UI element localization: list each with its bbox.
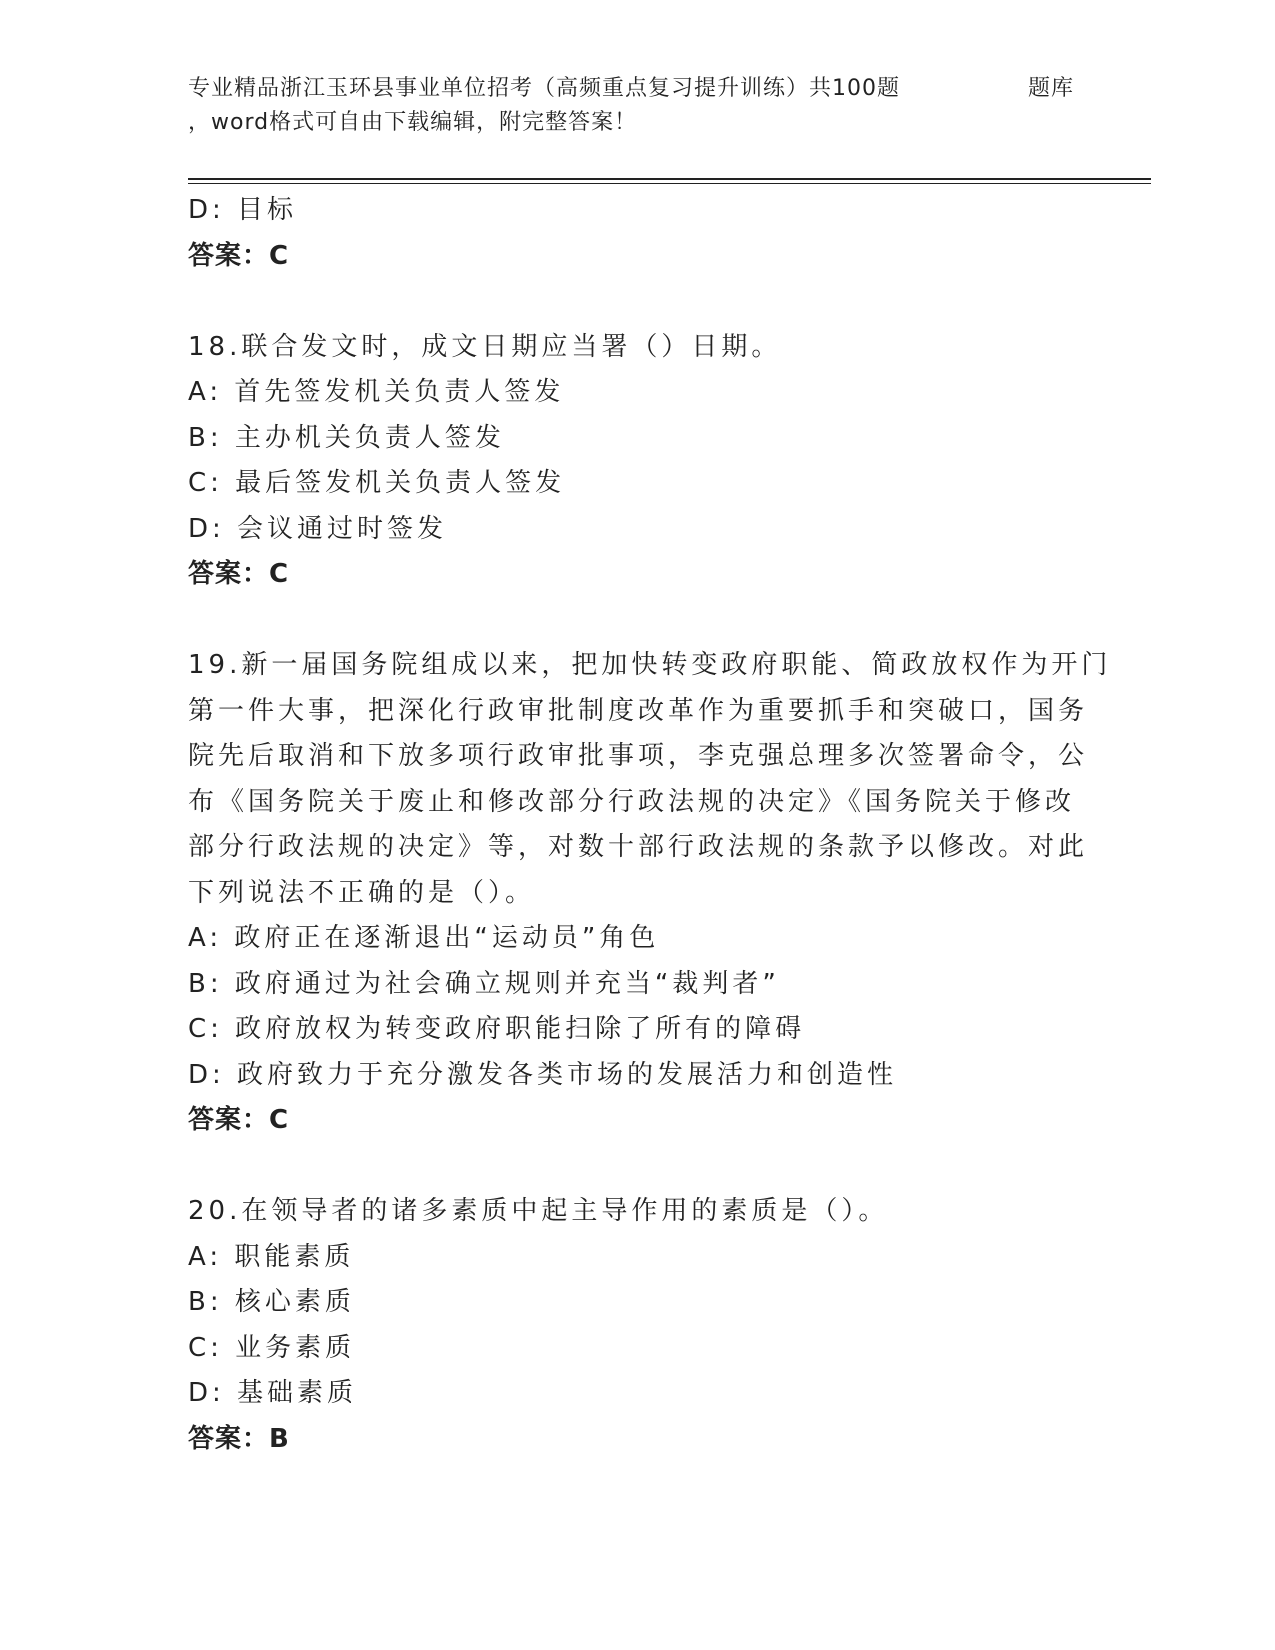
- header-title-line2: ，word格式可自由下载编辑，附完整答案！: [188, 110, 638, 135]
- option-d: D: 会议通过时签发: [188, 513, 448, 544]
- document-body: [188, 188, 1112, 1462]
- option-b: B: 政府通过为社会确立规则并充当“裁判者”: [188, 968, 780, 999]
- question-stem-line: 部分行政法规的决定》等，对数十部行政法规的条款予以修改。对此: [188, 832, 1089, 862]
- question-stem-line: 院先后取消和下放多项行政审批事项，李克强总理多次签署命令，公: [188, 741, 1089, 771]
- answer-line: 答案：C: [188, 559, 290, 589]
- option-d: D: 政府致力于充分激发各类市场的发展活力和创造性: [188, 1059, 898, 1090]
- question-stem: [188, 643, 1112, 916]
- option-b: B: 主办机关负责人签发: [188, 422, 505, 453]
- question-stem: 20.在领导者的诸多素质中起主导作用的素质是（）。: [188, 1196, 889, 1226]
- question-block-18: [188, 325, 1068, 598]
- question-stem-line: 布《国务院关于废止和修改部分行政法规的决定》《国务院关于修改: [188, 786, 1076, 817]
- question-stem: 18.联合发文时，成文日期应当署（）日期。: [188, 331, 782, 362]
- option-a: A: 首先签发机关负责人签发: [188, 377, 565, 407]
- question-block-prev: [188, 188, 1068, 279]
- answer-line: 答案：C: [188, 240, 290, 271]
- question-stem-line: 第一件大事，把深化行政审批制度改革作为重要抓手和突破口，国务: [188, 695, 1089, 726]
- option-c: C: 最后签发机关负责人签发: [188, 468, 566, 498]
- answer-line: 答案：C: [188, 1105, 290, 1135]
- question-block-20: [188, 1189, 1068, 1462]
- option-a: A: 职能素质: [188, 1241, 355, 1272]
- header-right-label: 题库: [1028, 76, 1075, 101]
- question-stem-line: 19.新一届国务院组成以来，把加快转变政府职能、简政放权作为开门: [188, 650, 1112, 680]
- option-c: C: 政府放权为转变政府职能扫除了所有的障碍: [188, 1014, 806, 1044]
- question-stem-line: 下列说法不正确的是（）。: [188, 877, 536, 908]
- option-b: B: 核心素质: [188, 1287, 355, 1317]
- question-block-19: [188, 643, 1112, 1144]
- option-a: A: 政府正在逐渐退出“运动员”角色: [188, 923, 660, 953]
- header-divider-thin: [188, 183, 1151, 184]
- header-divider-thick: [188, 178, 1151, 180]
- answer-line: 答案：B: [188, 1423, 290, 1454]
- header-title-line1: 专业精品浙江玉环县事业单位招考（高频重点复习提升训练）共100题: [188, 76, 900, 101]
- option-d: D: 目标: [188, 195, 298, 225]
- option-c: C: 业务素质: [188, 1332, 356, 1363]
- option-d: D: 基础素质: [188, 1378, 358, 1408]
- page-header: [188, 72, 1148, 140]
